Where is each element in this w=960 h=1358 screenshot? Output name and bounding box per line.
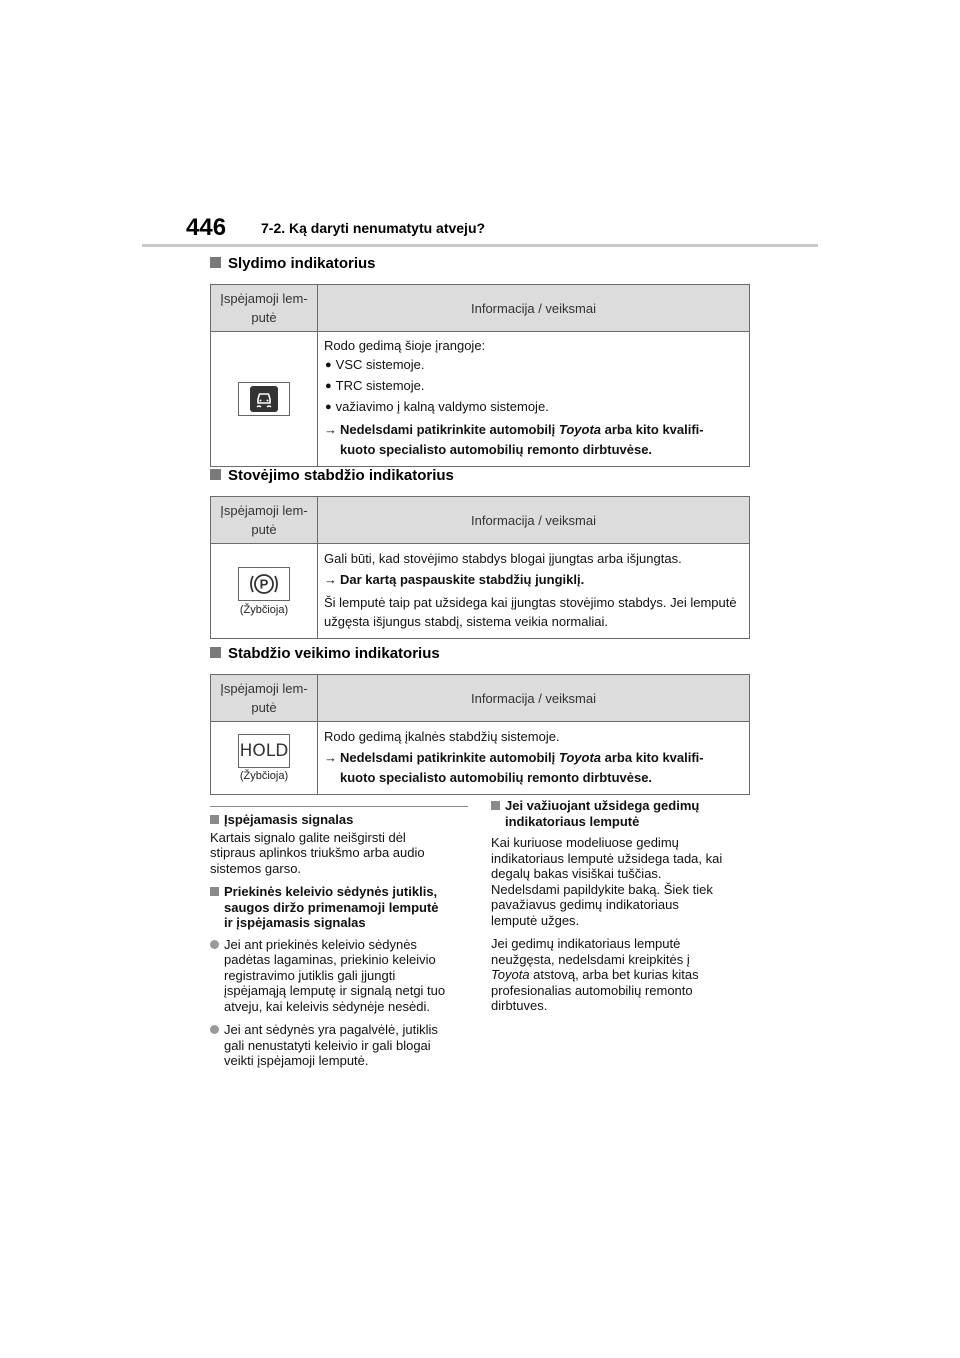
header-cell-info: Informacija / veiksmai [318, 285, 750, 332]
brand-name: Toyota [491, 967, 530, 982]
info-intro: Gali būti, kad stovėjimo stabdys blogai įjungtas arba išjungtas. [324, 551, 682, 566]
list-item: ● TRC sistemoje. [324, 376, 745, 397]
bullet-dot-icon [210, 1025, 219, 1034]
note-square-icon [210, 815, 219, 824]
list-item: Jei ant priekinės keleivio sėdynės padėtas lagaminas, priekinio keleivio registravimo jutiklis gali įjungti įspėjamąją lemputę ir signalą netgi tuo atveju, kai keleivis sėdynėje nesėdi. [210, 937, 472, 1015]
icon-cell [211, 544, 318, 639]
header-cell-lamp: Įspėjamoji lem- putė [211, 497, 318, 544]
note-square-icon [210, 887, 219, 896]
notes-right-column [491, 798, 753, 1022]
list-item: ● VSC sistemoje. [324, 355, 745, 376]
header-cell-info: Informacija / veiksmai [318, 497, 750, 544]
action-text-cont: arba kito kvalifi- kuoto specialisto automobilių remonto dirbtuvėse. [340, 749, 704, 785]
info-intro: Rodo gedimą įkalnės stabdžių sistemoje. [324, 728, 560, 744]
icon-caption: (Žybčioja) [239, 770, 289, 782]
brand-name: Toyota [558, 422, 602, 437]
action-text: Dar kartą paspauskite stabdžių jungiklį. [340, 572, 585, 587]
icon-caption: (Žybčioja) [239, 603, 289, 616]
note-paragraph: Kai kuriuose modeliuose gedimų indikatoriaus lemputė užsidega tada, kai degalų bakas visiškai tuščias. Nedelsdami papildykite baką. Šiek tiek pavažiavus gedimų indikatoriaus lemputė užges. [491, 835, 723, 928]
hold-icon-text: HOLD [239, 741, 289, 761]
icon-cell [211, 722, 318, 795]
table-header-row [211, 497, 750, 544]
section-heading-text: Stabdžio veikimo indikatorius [228, 645, 440, 662]
info-cell [318, 722, 750, 795]
note-paragraph: Jei gedimų indikatoriaus lemputė neužgęsta, nedelsdami kreipkitės į Toyota atstovą, arba bet kurias kitas profesionalias automobilių remonto dirbtuves. [491, 936, 699, 1013]
table-header-row [211, 675, 750, 722]
action-text-cont: arba kito kvalifi- kuoto specialisto automobilių remonto dirbtuvėse. [340, 422, 704, 457]
section-heading-slip [210, 255, 376, 272]
brand-name: Toyota [558, 749, 602, 765]
table-header-row [211, 285, 750, 332]
note-paragraph: Kartais signalo galite neišgirsti dėl stipraus aplinkos triukšmo arba audio sistemos garso. [210, 829, 425, 876]
note-square-icon [491, 801, 500, 810]
icon-cell [211, 332, 318, 467]
notes-divider [210, 806, 468, 807]
note-heading: Įspėjamasis signalas [210, 812, 472, 828]
parking-brake-icon [238, 567, 290, 601]
table-row [211, 544, 750, 639]
note-heading: Jei važiuojant užsidega gedimų indikatoriaus lemputė [491, 798, 753, 829]
action-instruction [324, 420, 745, 460]
table-row [211, 722, 750, 795]
header-title: 7-2. Ką daryti nenumatytu atveju? [261, 220, 486, 236]
heading-square-icon [210, 257, 221, 268]
brake-hold-icon [238, 734, 290, 768]
section-heading-parking [210, 467, 454, 484]
note-heading: Priekinės keleivio sėdynės jutiklis, saugos diržo primenamoji lemputė ir įspėjamasis signalas [210, 884, 472, 931]
slip-indicator-icon [238, 382, 290, 416]
header-rule [142, 244, 818, 247]
action-instruction [324, 570, 745, 590]
heading-square-icon [210, 647, 221, 658]
header-cell-lamp: Įspėjamoji lem- putė [211, 285, 318, 332]
heading-square-icon [210, 469, 221, 480]
arrow-right-icon: → [324, 422, 337, 437]
action-text: Nedelsdami patikrinkite automobilį [340, 749, 559, 765]
info-cell [318, 332, 750, 467]
action-instruction [324, 748, 745, 788]
section-heading-brake-hold [210, 645, 440, 662]
info-intro: Rodo gedimą šioje įrangoje: [324, 338, 486, 353]
notes-left-column [210, 812, 472, 1077]
warning-table-slip [210, 284, 750, 467]
header-cell-info: Informacija / veiksmai [318, 675, 750, 722]
arrow-right-icon: → [324, 749, 337, 765]
info-note: Ši lemputė taip pat užsidega kai įjungtas stovėjimo stabdys. Jei lemputė užgęsta išjungus stabdį, sistema veikia normaliai. [324, 595, 737, 629]
bullet-dot-icon [210, 940, 219, 949]
page-number: 446 [186, 214, 227, 241]
info-cell [318, 544, 750, 639]
action-text: Nedelsdami patikrinkite automobilį [340, 422, 559, 437]
section-heading-text: Slydimo indikatorius [228, 255, 376, 272]
list-item: ● važiavimo į kalną valdymo sistemoje. [324, 397, 745, 418]
section-heading-text: Stovėjimo stabdžio indikatorius [228, 467, 454, 484]
list-item: Jei ant sėdynės yra pagalvėlė, jutiklis gali nenustatyti keleivio ir gali blogai veikti įspėjamoji lemputė. [210, 1022, 472, 1069]
warning-table-brake-hold [210, 674, 750, 795]
header-cell-lamp: Įspėjamoji lem- putė [211, 675, 318, 722]
table-row [211, 332, 750, 467]
warning-table-parking [210, 496, 750, 639]
arrow-right-icon: → [324, 572, 337, 587]
svg-text:P: P [259, 576, 269, 591]
